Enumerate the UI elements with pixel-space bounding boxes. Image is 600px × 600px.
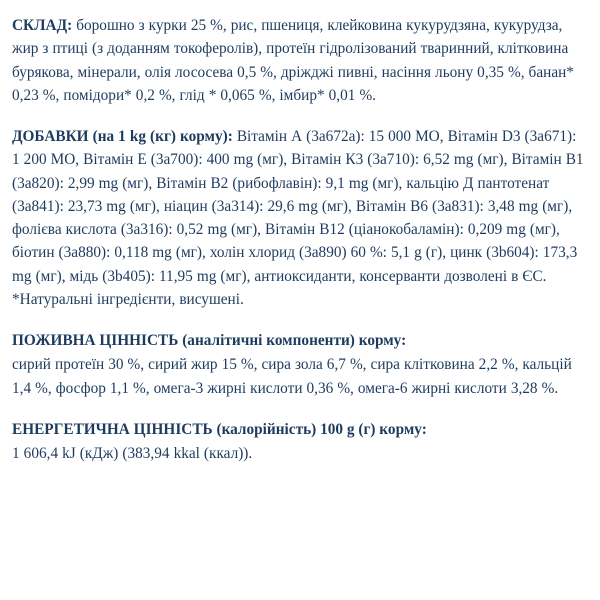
section-nutritional-value bbox=[12, 329, 588, 400]
additives-heading: ДОБАВКИ (на 1 kg (кг) корму): bbox=[12, 128, 233, 145]
composition-paragraph bbox=[12, 14, 588, 107]
composition-body: борошно з курки 25 %, рис, пшениця, клейковина кукурудзяна, кукурудза, жир з птиці (з доданням токоферолів), протеїн гідролізований тваринний, клітковина бурякова, мінерали, олія лососева 0,5 %, дріжджі пивні, насіння льону 0,35 %, банан* 0,23 %, помідори* 0,2 %, глід * 0,065 %, імбир* 0,01 %. bbox=[12, 17, 574, 104]
additives-body: Вітамін А (3а672а): 15 000 МО, Вітамін D3 (3а671): 1 200 МО, Вітамін Е (3а700): 400 mg (мг), Вітамін К3 (3а710): 6,52 mg (мг), Вітамін В1 (3а820): 2,99 mg (мг), Вітамін В2 (рибофлавін): 9,1 mg (мг), кальцію Д пантотенат (3а841): 23,73 mg (мг), ніацин (3а314): 29,6 mg (мг), Вітамін В6 (3а831): 3,48 mg (мг), фолієва кислота (3а316): 0,52 mg (мг), Вітамін В12 (ціанокобаламін): 0,209 mg (мг), біотин (3а880): 0,118 mg (мг), холін хлорид (3а890) 60 %: 5,1 g (г), цинк (3b604): 173,3 mg (мг), мідь (3b405): 11,95 mg (мг), антиоксиданти, консерванти дозволені в ЄС. *Натуральні інгредієнти, висушені. bbox=[12, 128, 584, 308]
energy-value-body: 1 606,4 kJ (кДж) (383,94 kkal (ккал)). bbox=[12, 445, 253, 462]
additives-paragraph bbox=[12, 125, 588, 311]
composition-heading: СКЛАД: bbox=[12, 17, 73, 34]
nutritional-value-heading: ПОЖИВНА ЦІННІСТЬ (аналітичні компоненти) корму: bbox=[12, 332, 407, 349]
nutritional-value-body: сирий протеїн 30 %, сирий жир 15 %, сира зола 6,7 %, сира клітковина 2,2 %, кальцій 1,4 %, фосфор 1,1 %, омега-3 жирні кислоти 0,36 %, омега-6 жирні кислоти 3,28 %. bbox=[12, 356, 572, 397]
section-energy-value bbox=[12, 418, 588, 466]
section-additives bbox=[12, 125, 588, 311]
energy-value-heading: ЕНЕРГЕТИЧНА ЦІННІСТЬ (калорійність) 100 g (г) корму: bbox=[12, 420, 427, 438]
section-composition bbox=[12, 14, 588, 107]
